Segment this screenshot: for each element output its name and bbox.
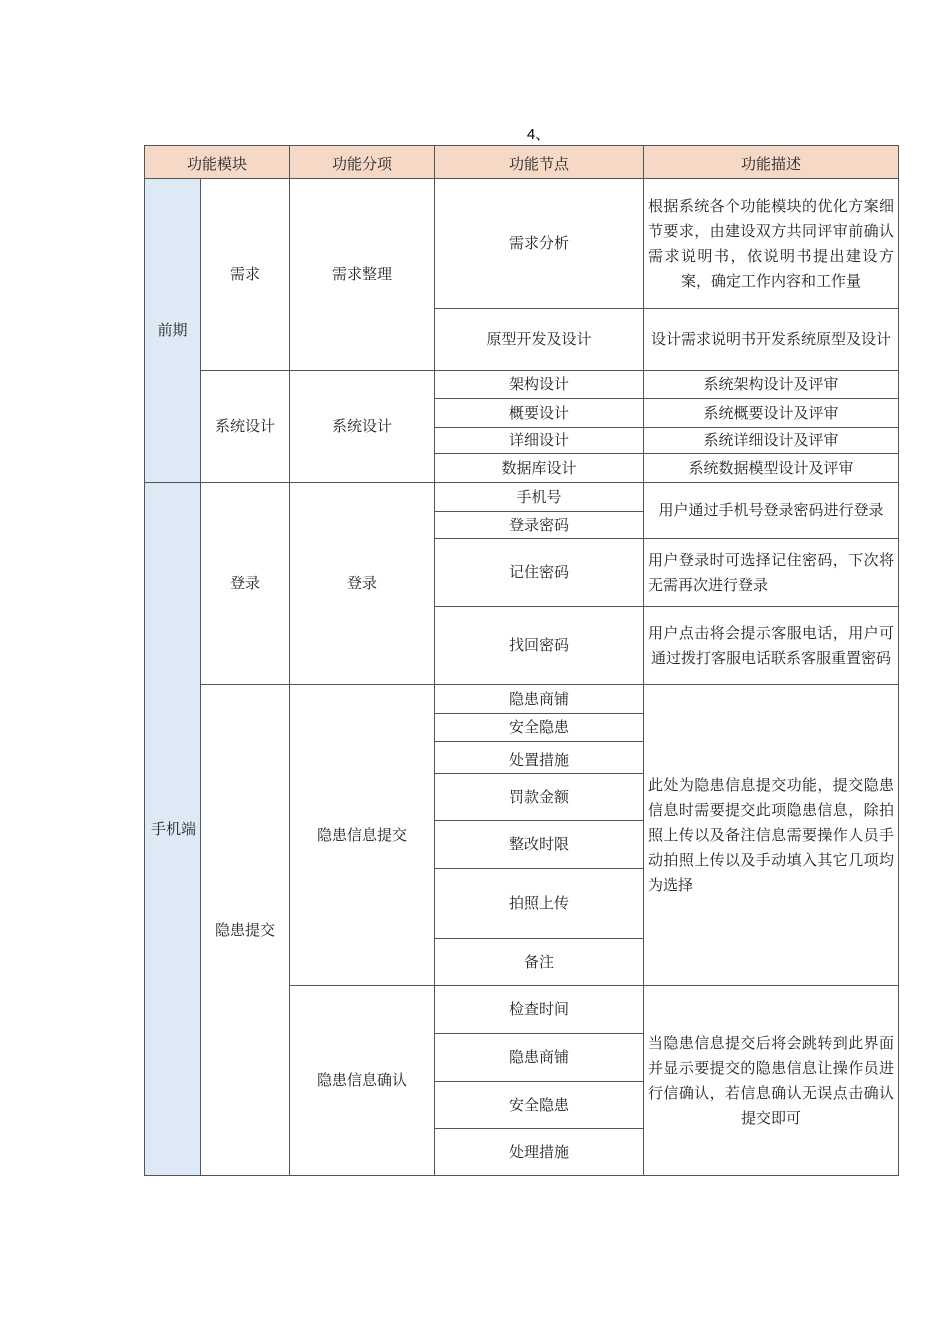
node-cell: 概要设计 bbox=[435, 399, 644, 428]
table-row bbox=[145, 483, 899, 512]
node-cell: 处理措施 bbox=[435, 1129, 644, 1176]
node-cell: 检查时间 bbox=[435, 986, 644, 1034]
desc-cell: 系统数据模型设计及评审 bbox=[644, 454, 899, 483]
sub-module-cell: 隐患提交 bbox=[201, 685, 290, 1176]
node-cell: 拍照上传 bbox=[435, 869, 644, 939]
node-cell: 罚款金额 bbox=[435, 774, 644, 821]
table-row bbox=[145, 685, 899, 714]
node-cell: 安全隐患 bbox=[435, 1082, 644, 1129]
desc-cell: 系统架构设计及评审 bbox=[644, 371, 899, 399]
table-row bbox=[145, 179, 899, 309]
module-cell: 前期 bbox=[145, 179, 201, 483]
item-cell: 隐患信息确认 bbox=[290, 986, 435, 1176]
table-header-row bbox=[145, 146, 899, 179]
sub-module-cell: 需求 bbox=[201, 179, 290, 371]
desc-cell: 当隐患信息提交后将会跳转到此界面并显示要提交的隐患信息让操作员进行信确认，若信息确认无误点击确认提交即可 bbox=[644, 986, 899, 1176]
item-cell: 系统设计 bbox=[290, 371, 435, 483]
header-node: 功能节点 bbox=[435, 146, 644, 179]
desc-cell: 用户通过手机号登录密码进行登录 bbox=[644, 483, 899, 539]
table-row bbox=[145, 371, 899, 399]
node-cell: 安全隐患 bbox=[435, 714, 644, 742]
node-cell: 找回密码 bbox=[435, 607, 644, 685]
header-item: 功能分项 bbox=[290, 146, 435, 179]
node-cell: 整改时限 bbox=[435, 821, 644, 869]
desc-cell: 系统详细设计及评审 bbox=[644, 428, 899, 454]
desc-cell: 系统概要设计及评审 bbox=[644, 399, 899, 428]
node-cell: 数据库设计 bbox=[435, 454, 644, 483]
function-table bbox=[144, 145, 899, 1176]
header-desc: 功能描述 bbox=[644, 146, 899, 179]
desc-cell: 设计需求说明书开发系统原型及设计 bbox=[644, 309, 899, 371]
desc-cell: 用户登录时可选择记住密码，下次将无需再次进行登录 bbox=[644, 539, 899, 607]
node-cell: 登录密码 bbox=[435, 512, 644, 539]
item-cell: 需求整理 bbox=[290, 179, 435, 371]
module-cell: 手机端 bbox=[145, 483, 201, 1176]
node-cell: 架构设计 bbox=[435, 371, 644, 399]
section-heading: 4、 bbox=[526, 126, 551, 143]
node-cell: 详细设计 bbox=[435, 428, 644, 454]
item-cell: 登录 bbox=[290, 483, 435, 685]
sub-module-cell: 登录 bbox=[201, 483, 290, 685]
node-cell: 手机号 bbox=[435, 483, 644, 512]
node-cell: 处置措施 bbox=[435, 742, 644, 774]
node-cell: 隐患商铺 bbox=[435, 1034, 644, 1082]
sub-module-cell: 系统设计 bbox=[201, 371, 290, 483]
node-cell: 需求分析 bbox=[435, 179, 644, 309]
desc-cell: 此处为隐患信息提交功能，提交隐患信息时需要提交此项隐患信息，除拍照上传以及备注信息需要操作人员手动拍照上传以及手动填入其它几项均为选择 bbox=[644, 685, 899, 986]
desc-cell: 用户点击将会提示客服电话，用户可通过拨打客服电话联系客服重置密码 bbox=[644, 607, 899, 685]
node-cell: 原型开发及设计 bbox=[435, 309, 644, 371]
node-cell: 备注 bbox=[435, 939, 644, 986]
desc-cell: 根据系统各个功能模块的优化方案细节要求，由建设双方共同评审前确认需求说明书，依说明书提出建设方案，确定工作内容和工作量 bbox=[644, 179, 899, 309]
node-cell: 记住密码 bbox=[435, 539, 644, 607]
node-cell: 隐患商铺 bbox=[435, 685, 644, 714]
item-cell: 隐患信息提交 bbox=[290, 685, 435, 986]
header-module: 功能模块 bbox=[145, 146, 290, 179]
